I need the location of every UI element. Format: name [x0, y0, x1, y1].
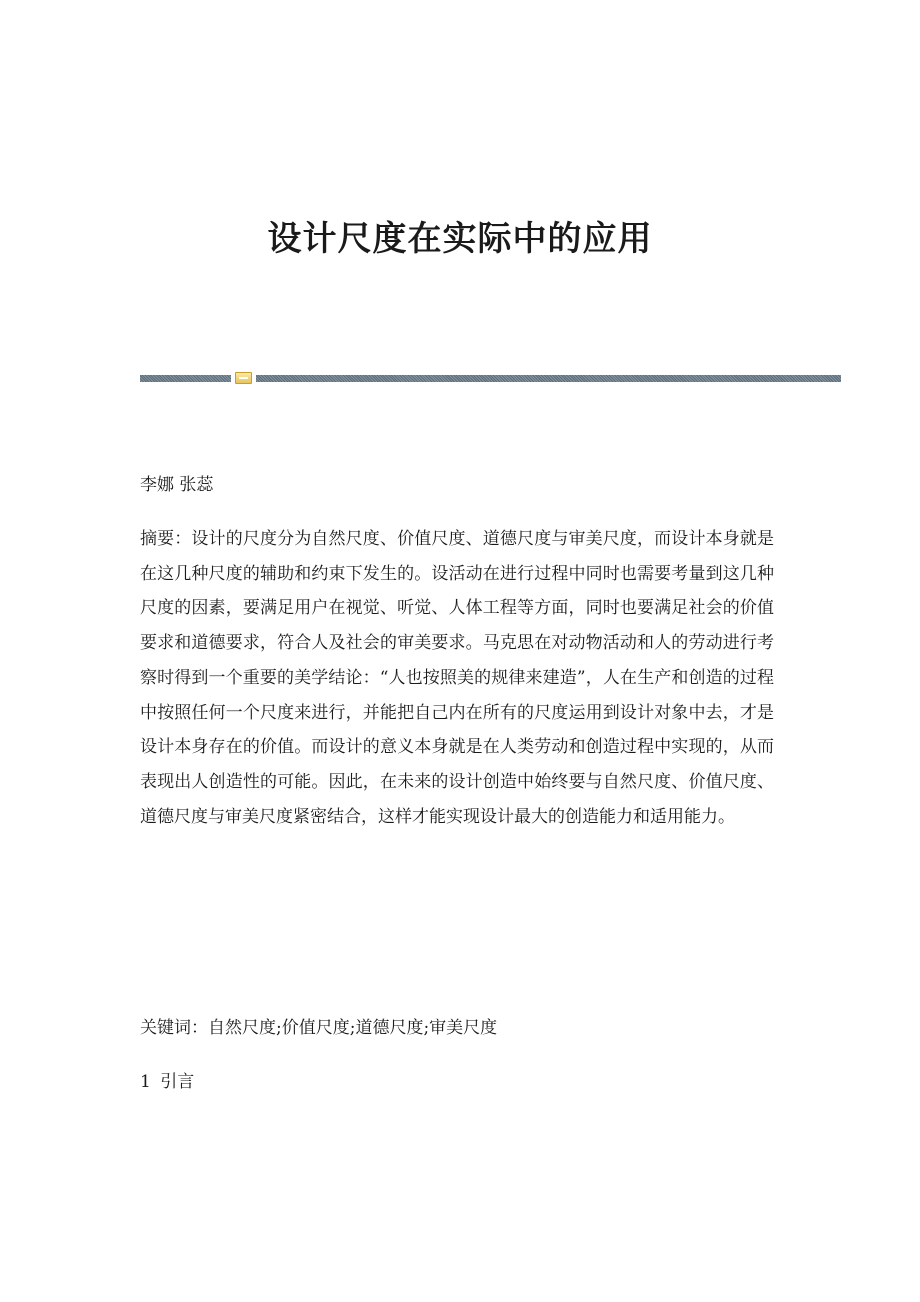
abstract-paragraph: 摘要：设计的尺度分为自然尺度、价值尺度、道德尺度与审美尺度，而设计本身就是在这几种尺度的辅助和约束下发生的。设活动在进行过程中同时也需要考量到这几种尺度的因素，要满足用户在视觉、听觉、人体工程等方面，同时也要满足社会的价值要求和道德要求，符合人及社会的审美要求。马克思在对动物活动和人的劳动进行考察时得到一个重要的美学结论：“人也按照美的规律来建造”，人在生产和创造的过程中按照任何一个尺度来进行，并能把自己内在所有的尺度运用到设计对象中去，才是设计本身存在的价值。而设计的意义本身就是在人类劳动和创造过程中实现的，从而表现出人创造性的可能。因此，在未来的设计创造中始终要与自然尺度、价值尺度、道德尺度与审美尺度紧密结合，这样才能实现设计最大的创造能力和适用能力。 — [140, 529, 774, 827]
divider-ornament-icon — [235, 372, 252, 384]
document-title: 设计尺度在实际中的应用 — [267, 219, 653, 259]
section-heading: 1 引言 — [140, 1072, 195, 1092]
divider-bar-left — [140, 375, 231, 382]
author-line: 李娜 张蕊 — [140, 475, 214, 495]
title-divider — [140, 372, 841, 386]
divider-bar-right — [256, 375, 841, 382]
keywords-line: 关键词：自然尺度;价值尺度;道德尺度;审美尺度 — [140, 1018, 498, 1038]
